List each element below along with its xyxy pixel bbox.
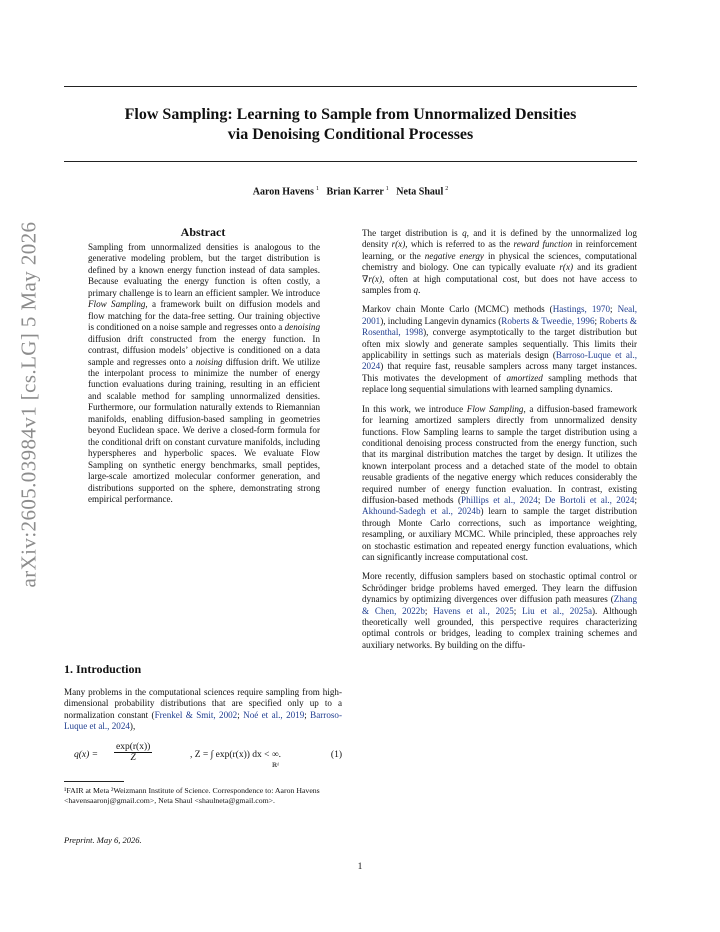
title-line-2: via Denoising Conditional Processes: [227, 126, 474, 143]
equation-lhs: q(x) =: [74, 750, 99, 760]
text-run: , a framework built on diffusion models and flow matching for the data-free setting. Our training objective is conditioned on a noise sample and regresses onto a: [88, 299, 321, 333]
emphasis-text: Flow Sampling: [466, 403, 524, 414]
equation-denominator: Z: [130, 753, 136, 763]
text-run: More recently, diffusion samplers based on stochastic optimal control or Schrödinger bridge problems haved emerged. They learn the diffusion dynamics by optimizing divergences over diffusion path measures (: [362, 571, 637, 605]
text-run: in reinforcement learning, or the: [362, 239, 637, 261]
author-affiliation: 1: [315, 186, 319, 192]
text-run: ;: [513, 605, 523, 616]
footnote-rule: [64, 781, 124, 782]
emphasis-text: r(x): [391, 239, 406, 250]
emphasis-text: r(x): [368, 273, 382, 284]
citation-link[interactable]: Hastings, 1970: [552, 304, 611, 315]
right-paragraph-3: [362, 404, 637, 564]
intro-heading: 1. Introduction: [64, 662, 142, 676]
footnote: ¹FAIR at Meta ²Weizmann Institute of Science. Correspondence to: Aaron Havens <havensaaronj@gmail.com>, Neta Shaul <shaulneta@gmail.com>.: [64, 786, 320, 805]
text-run: ;: [610, 304, 618, 315]
emphasis-text: negative energy: [424, 250, 484, 261]
citation-link[interactable]: Liu et al., 2025a: [522, 605, 593, 616]
equation-fraction: [114, 742, 152, 763]
text-run: ;: [594, 315, 600, 326]
text-run: ) that require fast, reusable samplers across many target instances. This motivates the development of: [362, 361, 637, 383]
right-column: [362, 228, 637, 651]
citation-link[interactable]: Phillips et al., 2024: [461, 494, 538, 505]
preprint-date: Preprint. May 6, 2026.: [64, 835, 142, 845]
text-run: ;: [634, 494, 637, 505]
abstract-heading: Abstract: [180, 225, 226, 239]
text-run: , often at high computational cost, but does not have access to samples from: [362, 273, 637, 296]
citation-link[interactable]: Akhound-Sadegh et al., 2024b: [362, 506, 481, 517]
title-line-1: Flow Sampling: Learning to Sample from Unnormalized Densities: [124, 106, 577, 123]
arxiv-stamp: arXiv:2605.03984v1 [cs.LG] 5 May 2026: [16, 221, 41, 588]
title-bottom-rule: [64, 161, 637, 162]
text-run: ;: [537, 494, 545, 505]
text-run: ) learn to sample the target distribution through Monte Carlo corrections, such as importance weighting, resampling, or auxiliary MCMC. While principled, these approaches rely on stochastic estimation and repeated energy function evaluations, which can significantly increase computational cost.: [362, 506, 637, 562]
text-run: and its gradient ∇: [362, 262, 637, 284]
intro-paragraph: [64, 687, 342, 733]
text-run: , which is referred to as the: [405, 239, 514, 250]
citation-link[interactable]: Roberts & Tweedie, 1996: [501, 315, 595, 326]
equation-integral-domain: ℝᵈ: [272, 763, 279, 769]
author: Neta Shaul: [396, 186, 444, 198]
paper-title: [64, 105, 637, 145]
text-run: , a diffusion-based framework for learning amortized samplers directly from unnormalized density functions. Flow Sampling learns to sample the target distribution using a conditional denoising process constructed from the energy function, such that its marginal distribution matches the target by design. It utilizes the known interpolant process and a detached state of the model to obtain reusable gradients of the negative energy which reduces considerably the required number of energy function evaluation. In contrast, existing diffusion-based methods (: [362, 403, 637, 505]
right-paragraph-4: [362, 571, 637, 651]
emphasis-text: amortized: [506, 372, 543, 383]
text-run: diffusion drift. We utilize the interpolant process to minimize the number of energy function evaluations during training, resulting in an efficient and scalable method for sampling unnormalized densities. Furthermore, our formulation naturally extends to Riemannian manifolds, enabling diffusion-based sampling in geometries beyond Euclidean space. We derive a closed-form formula for the conditional drift on constant curvature manifolds, including hyperspheres and hyperbolic spaces. We evaluate Flow Sampling on synthetic energy benchmarks, small peptides, large-scale amortized molecular conformer generation, and distributions supported on the sphere, demonstrating strong empirical performance.: [88, 356, 320, 504]
citation-link[interactable]: Zhang & Chen, 2022b: [362, 594, 637, 616]
emphasis-text: Flow Sampling: [88, 299, 146, 310]
emphasis-text: noising: [195, 356, 223, 367]
author-list: [64, 186, 637, 197]
right-paragraph-2: [362, 304, 637, 395]
citation-link[interactable]: Barroso-Luque et al., 2024: [64, 709, 342, 732]
right-paragraph-1: [362, 228, 637, 296]
text-run: ). Although theoretically well grounded, this perspective requires characterizing optimal controls or bridges, leading to complex training schemes and auxiliary networks. By building on the diffu-: [362, 605, 637, 650]
abstract-body: [88, 242, 320, 505]
text-run: diffusion drift constructed from the energy function. In contrast, diffusion models’ objective is conditioned on a data sample and regresses onto a: [88, 333, 320, 367]
text-run: Sampling from unnormalized densities is analogous to the generative modeling problem, but the target distribution is defined by a known energy function instead of data samples. Because evaluating the energy function is often costly, a primary challenge is to learn an efficient sampler. We introduce: [88, 242, 320, 298]
emphasis-text: q: [413, 285, 419, 296]
emphasis-text: q: [462, 228, 467, 238]
citation-link[interactable]: Neal, 2001: [362, 304, 638, 326]
emphasis-text: reward function: [513, 239, 573, 250]
equation-numerator: exp(r(x)): [116, 742, 151, 752]
author: Brian Karrer: [326, 186, 384, 198]
author-affiliation: 1: [385, 186, 389, 192]
text-run: Markov chain Monte Carlo (MCMC) methods (: [362, 304, 553, 315]
text-run: ), including Langevin dynamics (: [380, 315, 502, 326]
author: Aaron Havens: [252, 186, 314, 198]
text-run: in physical the sciences, computational chemistry and biology. One can typically evaluate: [362, 250, 638, 273]
text-run: ),: [129, 721, 136, 732]
equation-rhs: , Z = ∫ exp(r(x)) dx < ∞.: [190, 750, 282, 760]
text-run: ;: [424, 605, 434, 616]
text-run: , and it is defined by the unnormalized log density: [362, 228, 637, 250]
text-run: The target distribution is: [362, 228, 463, 238]
citation-link[interactable]: De Bortoli et al., 2024: [544, 494, 635, 505]
text-run: ;: [304, 709, 311, 720]
emphasis-text: denoising: [284, 322, 320, 333]
emphasis-text: r(x): [559, 262, 574, 273]
citation-link[interactable]: Roberts & Rosenthal, 1998: [362, 315, 637, 338]
top-rule: [64, 86, 637, 87]
text-run: ), converge asymptotically to the target distribution but often mix slowly and generate samples sequentially. This limits their applicability in settings such as materials design (: [362, 327, 637, 361]
text-run: In this work, we introduce: [362, 403, 467, 414]
citation-link[interactable]: Frenkel & Smit, 2002: [154, 709, 238, 720]
text-run: ;: [237, 709, 244, 720]
text-run: sampling methods that replace long sequential simulations with learned sampling dynamics.: [362, 372, 637, 395]
equation-number: (1): [330, 750, 342, 760]
page-number: 1: [357, 862, 363, 872]
citation-link[interactable]: Havens et al., 2025: [433, 605, 514, 616]
equation-1: [64, 742, 342, 772]
citation-link[interactable]: Noé et al., 2019: [243, 709, 305, 720]
text-run: .: [418, 285, 421, 296]
author-affiliation: 2: [445, 186, 449, 192]
citation-link[interactable]: Barroso-Luque et al., 2024: [362, 350, 637, 372]
text-run: Many problems in the computational sciences require sampling from high-dimensional probability distributions that are specified only up to a normalization constant (: [64, 687, 342, 720]
